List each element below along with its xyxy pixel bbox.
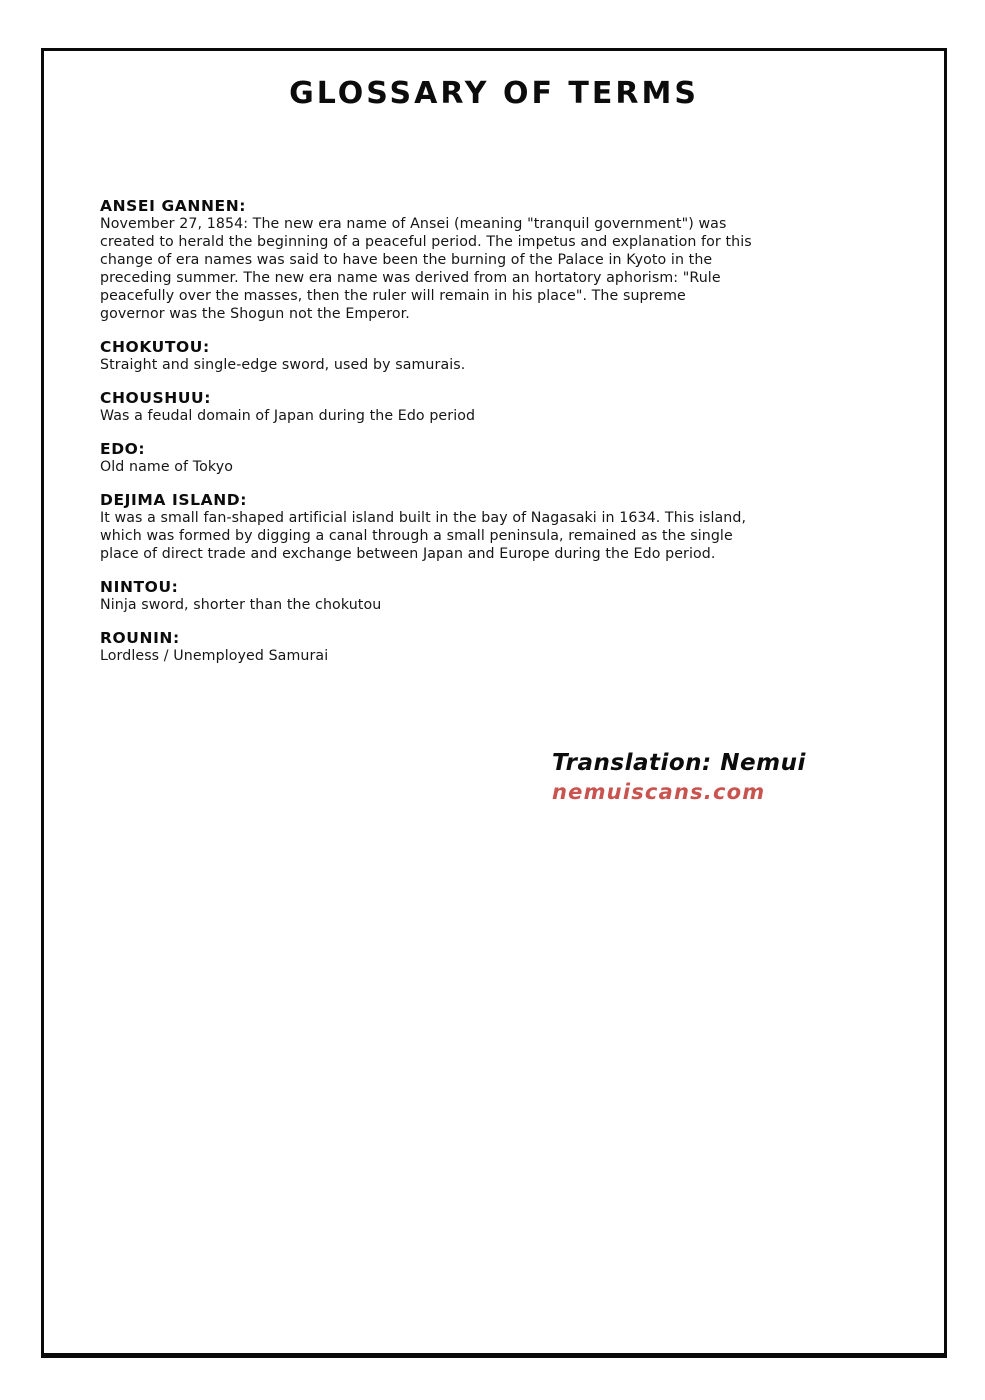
glossary-entry: [100, 578, 752, 614]
term-heading: ROUNIN:: [100, 629, 180, 647]
term-heading: EDO:: [100, 440, 146, 458]
term-heading: ANSEI GANNEN:: [100, 197, 247, 215]
term-heading: NINTOU:: [100, 578, 179, 596]
glossary-entry: [100, 338, 752, 374]
glossary-entry: [100, 197, 752, 323]
term-definition: November 27, 1854: The new era name of Ansei (meaning "tranquil government") was created to herald the beginning of a peaceful period. The impetus and explanation for this change of era names was said to have been the burning of the Palace in Kyoto in the preceding summer. The new era name was derived from an hortatory aphorism: "Rule peacefully over the masses, then the ruler will remain in his place". The supreme governor was the Shogun not the Emperor.: [100, 216, 752, 322]
page-title: GLOSSARY OF TERMS: [289, 76, 699, 111]
term-definition: Straight and single-edge sword, used by samurais.: [100, 357, 466, 373]
translation-credit: Translation: Nemui: [552, 750, 806, 776]
term-definition: Was a feudal domain of Japan during the Edo period: [100, 408, 476, 424]
term-definition: It was a small fan-shaped artificial island built in the bay of Nagasaki in 1634. This island, which was formed by digging a canal through a small peninsula, remained as the single place of direct trade and exchange between Japan and Europe during the Edo period.: [100, 510, 747, 562]
term-definition: Old name of Tokyo: [100, 459, 233, 475]
term-heading: DEJIMA ISLAND:: [100, 491, 248, 509]
term-definition: Lordless / Unemployed Samurai: [100, 648, 329, 664]
glossary-entry: [100, 440, 752, 476]
term-heading: CHOKUTOU:: [100, 338, 210, 356]
credits-block: [552, 750, 806, 804]
website-credit: nemuiscans.com: [552, 780, 766, 804]
glossary-list: [100, 197, 752, 680]
term-heading: CHOUSHUU:: [100, 389, 212, 407]
term-definition: Ninja sword, shorter than the chokutou: [100, 597, 382, 613]
glossary-entry: [100, 389, 752, 425]
glossary-entry: [100, 629, 752, 665]
glossary-entry: [100, 491, 752, 563]
